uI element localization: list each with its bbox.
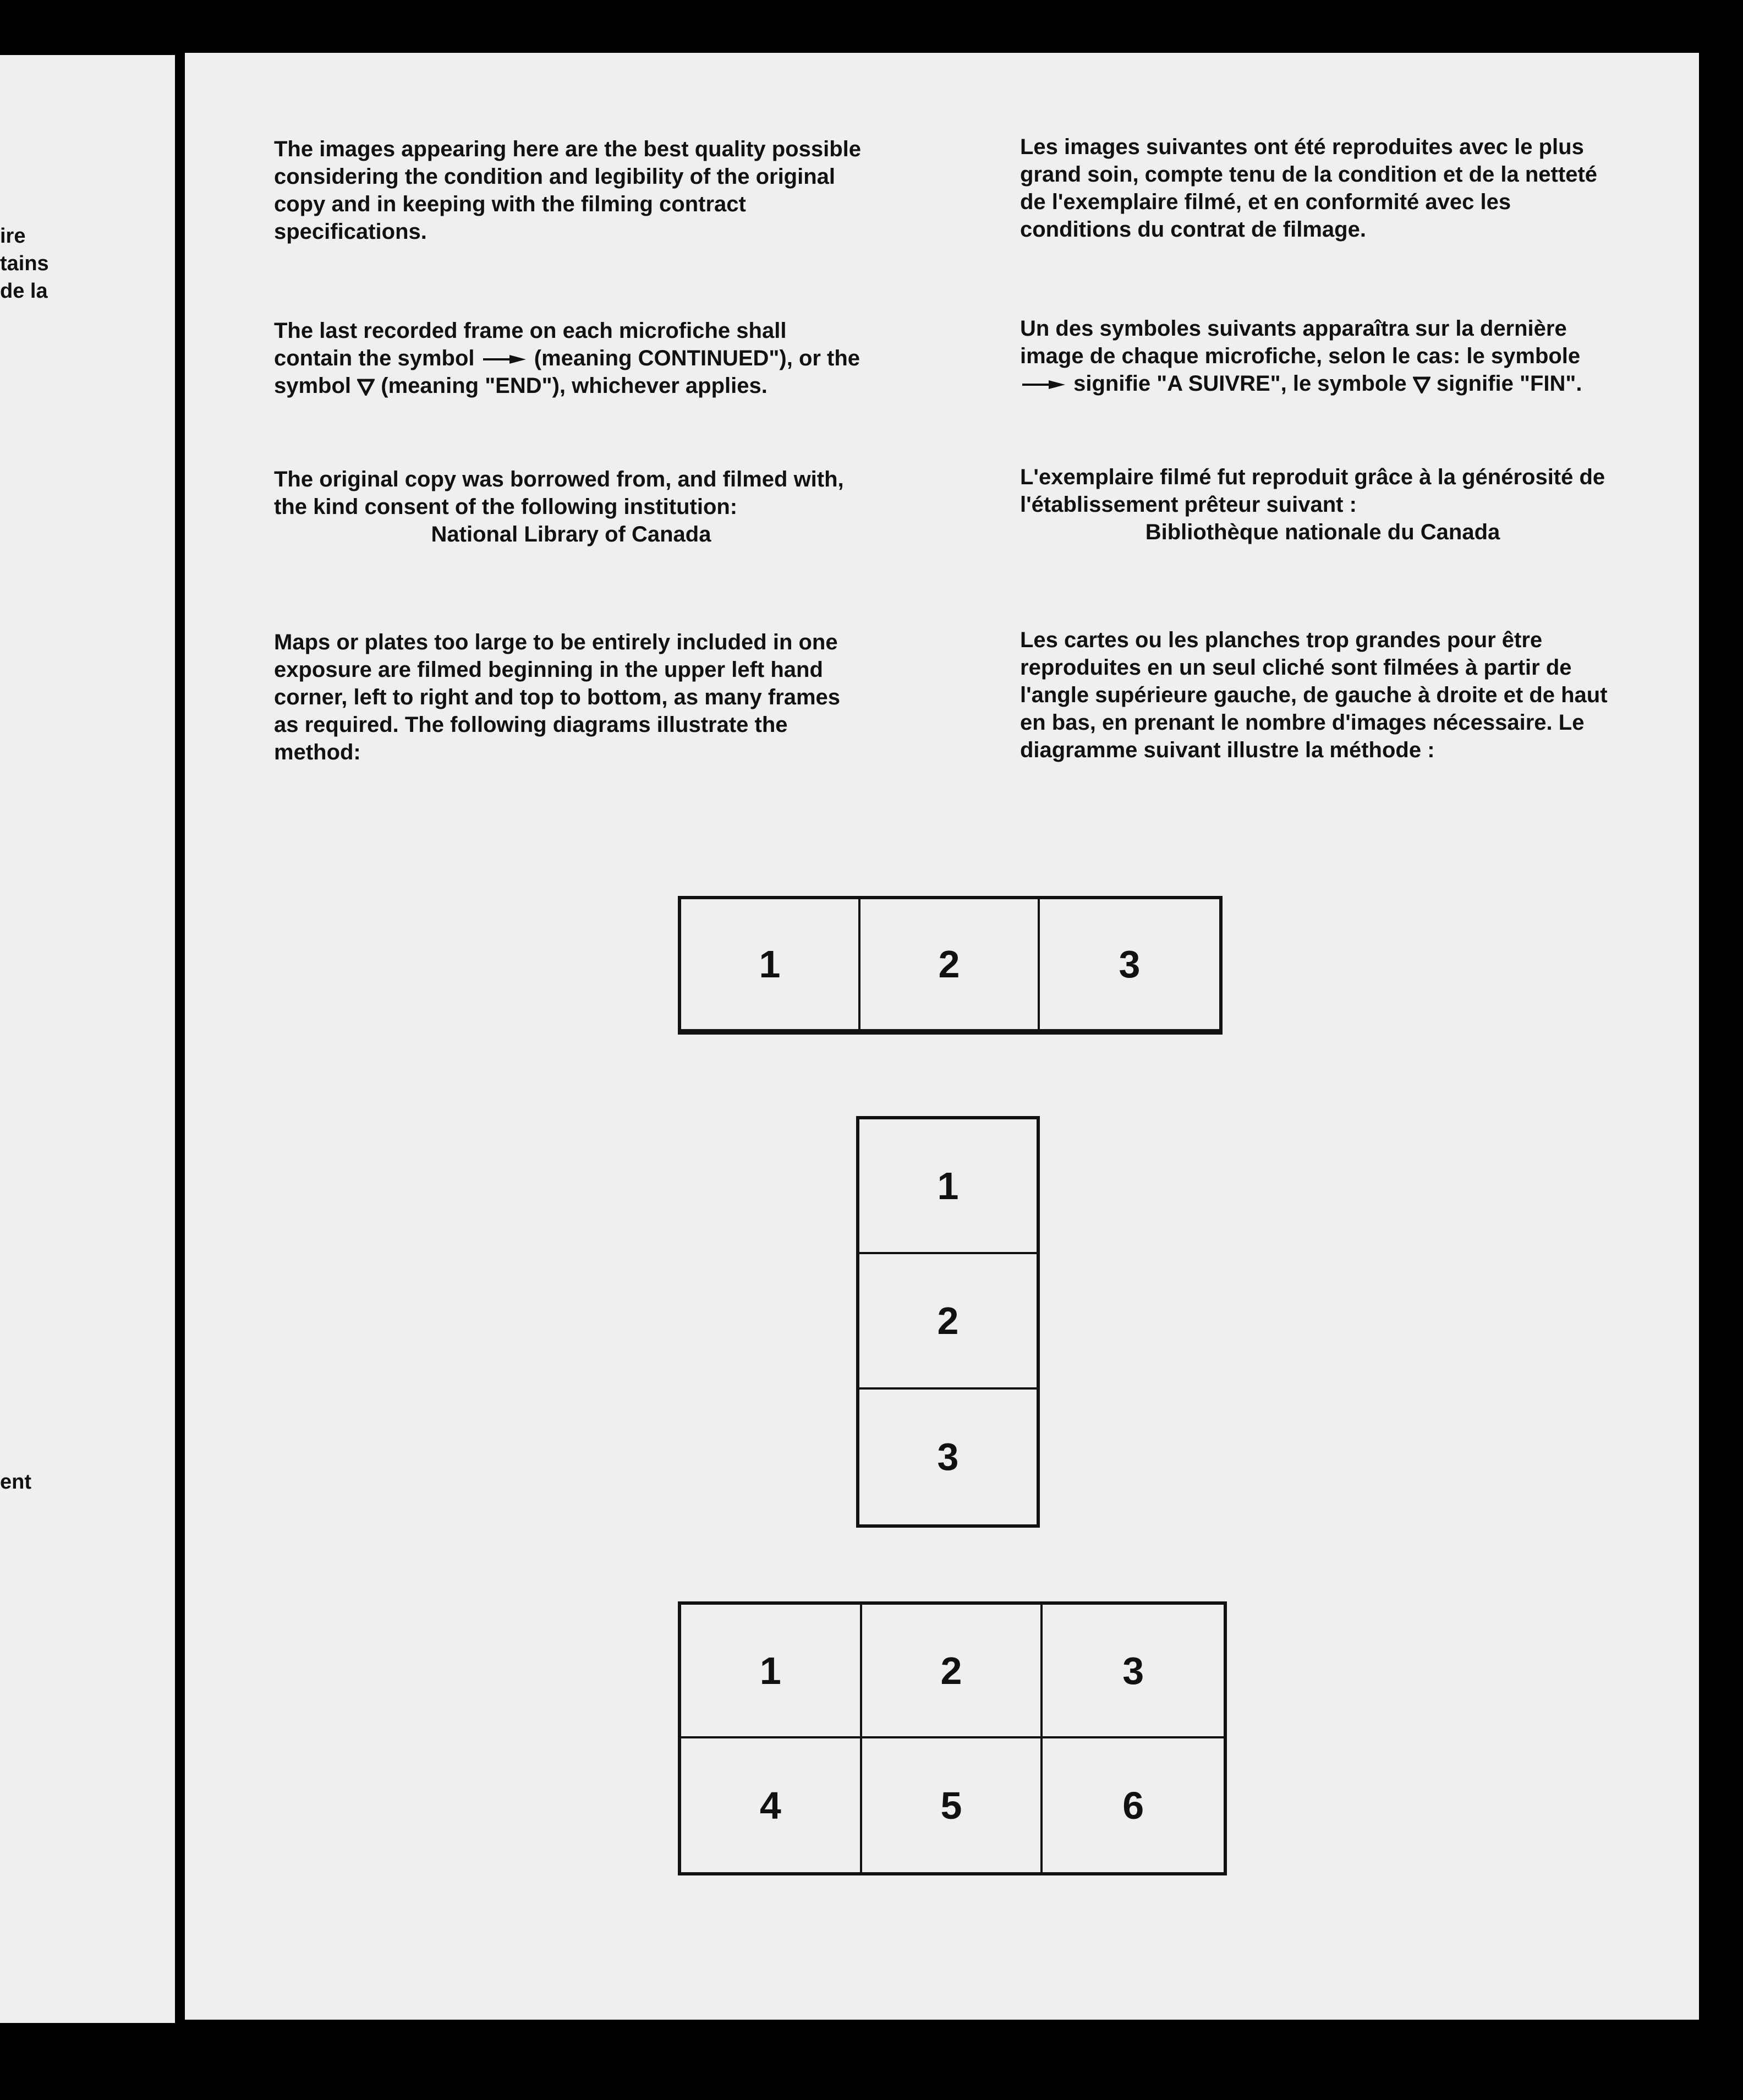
english-paragraph-institution: [274, 466, 868, 548]
diagram-horizontal-cell: 1: [681, 899, 860, 1031]
diagram-grid-cell: 2: [862, 1605, 1043, 1738]
english-paragraph-maps: Maps or plates too large to be entirely included in one exposure are filmed beginning in the upper left hand corner, left to right and top to bottom, as many frames as required. The following diagrams illustrate the method:: [274, 630, 841, 764]
french-paragraph-quality: Les images suivantes ont été reproduites avec le plus grand soin, compte tenu de la condition et de la netteté de l'exemplaire filmé, et en conformité avec les conditions du contrat de filmage.: [1020, 135, 1598, 242]
diagram-vertical-cell: 3: [937, 1435, 959, 1479]
diagram-vertical: [856, 1116, 1040, 1528]
english-institution-name: National Library of Canada: [431, 522, 711, 546]
english-symbols-text-c: (meaning "END"), whichever applies.: [381, 374, 768, 398]
down-triangle-icon: [357, 378, 375, 396]
diagram-vertical-cell: 2: [859, 1254, 1037, 1389]
left-page-fragment: [0, 55, 175, 2023]
diagram-grid-cell: 4: [681, 1738, 862, 1872]
english-paragraph-symbols: [274, 317, 868, 400]
french-paragraph-institution: [1020, 463, 1625, 546]
diagram-horizontal-cell: 2: [860, 899, 1040, 1031]
english-paragraph-quality: The images appearing here are the best quality possible considering the condition and legibility of the original copy and in keeping with the filming contract specifications.: [274, 137, 861, 244]
page-gutter: [175, 53, 185, 2025]
diagram-grid: [678, 1601, 1227, 1875]
left-fragment-2: tains: [0, 252, 49, 275]
french-institution-name: Bibliothèque nationale du Canada: [1145, 520, 1500, 544]
diagram-grid-cell: 5: [862, 1738, 1043, 1872]
diagram-horizontal: [678, 896, 1223, 1035]
diagram-grid-cell: 6: [1122, 1784, 1144, 1827]
french-symbols-text-b: signifie "A SUIVRE", le symbole: [1073, 371, 1407, 396]
diagram-grid-cell: 3: [1043, 1605, 1224, 1738]
main-page: [185, 53, 1699, 2020]
french-symbols-text-c: signifie "FIN".: [1436, 371, 1582, 396]
french-institution-text: L'exemplaire filmé fut reproduit grâce à la générosité de l'établissement prêteur suivant :: [1020, 465, 1605, 517]
left-fragment-3: de la: [0, 280, 48, 303]
french-symbols-text-a: Un des symboles suivants apparaîtra sur la dernière image de chaque microfiche, selon le cas: le symbole: [1020, 316, 1581, 368]
french-paragraph-maps: Les cartes ou les planches trop grandes pour être reproduites en un seul cliché sont filmées à partir de l'angle supérieure gauche, de gauche à droite et de haut en bas, en prenant le nombre d'images nécessaire. Le diagramme suivant illustre la méthode :: [1020, 628, 1608, 762]
arrow-right-icon: [1022, 380, 1065, 389]
left-fragment-1: ire: [0, 225, 26, 248]
down-triangle-icon: [1413, 376, 1430, 393]
left-fragment-4: ent: [0, 1470, 31, 1494]
french-paragraph-symbols: [1020, 315, 1625, 397]
diagram-grid-cell: 1: [681, 1605, 862, 1738]
arrow-right-icon: [483, 355, 526, 364]
english-symbols-text-a: The last recorded frame on each microfiche shall contain the symbol: [274, 319, 787, 370]
diagram-vertical-cell: 1: [859, 1119, 1037, 1254]
english-symbols-text-b: (meaning CONTINUED"), or the symbol: [274, 346, 860, 398]
english-institution-text: The original copy was borrowed from, and filmed with, the kind consent of the following institution:: [274, 467, 844, 519]
diagram-horizontal-cell: 3: [1040, 899, 1219, 1031]
